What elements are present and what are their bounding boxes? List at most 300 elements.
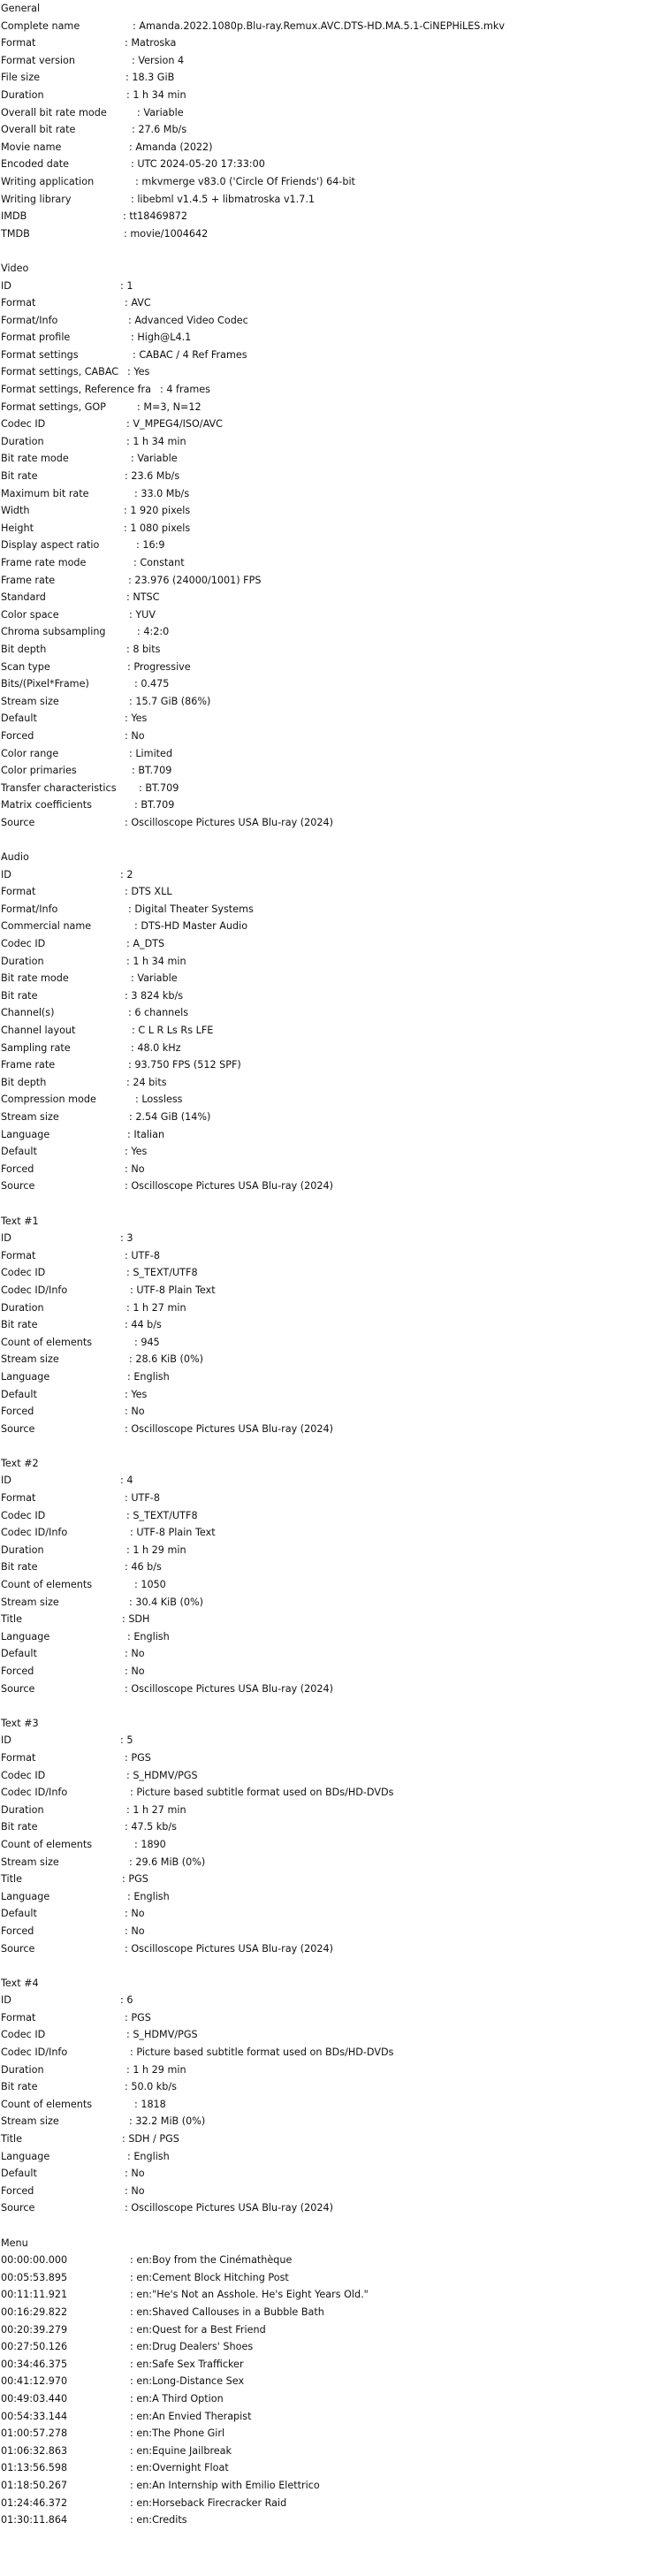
info-row bbox=[1, 520, 653, 537]
info-row bbox=[1, 589, 653, 606]
info-key: Chroma subsampling bbox=[1, 626, 106, 638]
info-value: : A_DTS bbox=[126, 938, 165, 950]
info-row bbox=[1, 2495, 653, 2512]
info-key: IMDB bbox=[1, 210, 27, 223]
info-key: Movie name bbox=[1, 141, 62, 153]
info-key: Color range bbox=[1, 747, 59, 759]
info-value: : 1 h 29 min bbox=[126, 2063, 186, 2076]
info-key: ID bbox=[1, 279, 11, 292]
info-key: Matrix coefficients bbox=[1, 799, 92, 812]
info-key: Default bbox=[1, 2168, 37, 2180]
info-key: Format bbox=[1, 297, 36, 309]
info-value: : M=3, N=12 bbox=[137, 400, 202, 413]
info-row bbox=[1, 1802, 653, 1819]
info-row bbox=[1, 1282, 653, 1299]
info-value: : UTC 2024-05-20 17:33:00 bbox=[131, 158, 265, 171]
info-row bbox=[1, 1628, 653, 1646]
info-key: Frame rate bbox=[1, 1059, 56, 1071]
info-value: : Oscilloscope Pictures USA Blu-ray (2024) bbox=[125, 1180, 333, 1193]
info-row bbox=[1, 294, 653, 312]
info-row bbox=[1, 104, 653, 122]
info-value: : 1 h 27 min bbox=[126, 1301, 186, 1314]
info-key: Default bbox=[1, 1388, 37, 1400]
info-key: Duration bbox=[1, 955, 44, 967]
info-key: 00:54:33.144 bbox=[1, 2410, 68, 2422]
info-value: : PGS bbox=[125, 2011, 151, 2023]
info-key: Default bbox=[1, 1908, 37, 1920]
info-key: Frame rate mode bbox=[1, 557, 87, 568]
info-row bbox=[1, 52, 653, 70]
info-value: : Oscilloscope Pictures USA Blu-ray (2024) bbox=[125, 1682, 333, 1695]
info-row bbox=[1, 2459, 653, 2477]
info-row bbox=[1, 1524, 653, 1542]
info-value: : 24 bits bbox=[126, 1076, 167, 1088]
info-value: : BT.709 bbox=[134, 799, 175, 812]
info-value: : 29.6 MiB (0%) bbox=[129, 1856, 206, 1868]
info-row bbox=[1, 2269, 653, 2287]
info-row bbox=[1, 173, 653, 191]
info-row bbox=[1, 1559, 653, 1576]
info-value: : 1818 bbox=[134, 2098, 166, 2110]
info-value: : No bbox=[125, 1406, 145, 1418]
info-row bbox=[1, 2165, 653, 2183]
info-key: ID bbox=[1, 1232, 11, 1245]
info-key: Count of elements bbox=[1, 1838, 93, 1850]
info-row bbox=[1, 502, 653, 520]
info-key: Display aspect ratio bbox=[1, 539, 100, 552]
info-row bbox=[1, 208, 653, 225]
info-row bbox=[1, 2286, 653, 2304]
info-value: : en:An Internship with Emilio Elettrico bbox=[130, 2479, 320, 2491]
info-row bbox=[1, 2062, 653, 2079]
info-value: : 945 bbox=[134, 1336, 160, 1348]
info-key: 01:18:50.267 bbox=[1, 2479, 68, 2491]
info-key: Format version bbox=[1, 54, 75, 66]
info-row bbox=[1, 554, 653, 572]
info-value: : No bbox=[125, 1648, 145, 1660]
info-key: 00:49:03.440 bbox=[1, 2392, 68, 2405]
info-row bbox=[1, 1611, 653, 1628]
info-key: Duration bbox=[1, 88, 44, 101]
info-value: : Advanced Video Codec bbox=[128, 314, 248, 326]
info-value: : 1 920 pixels bbox=[124, 505, 191, 517]
info-row bbox=[1, 191, 653, 209]
info-key: Codec ID bbox=[1, 1509, 46, 1521]
info-key: 00:27:50.126 bbox=[1, 2341, 68, 2353]
info-value: : 3 824 kb/s bbox=[125, 989, 184, 1002]
info-key: Color primaries bbox=[1, 765, 77, 777]
info-key: 00:11:11.921 bbox=[1, 2289, 68, 2301]
info-key: Stream size bbox=[1, 1111, 59, 1123]
info-key: Source bbox=[1, 1422, 35, 1435]
info-value: : Picture based subtitle format used on BDs/HD-DVDs bbox=[130, 1787, 394, 1799]
info-row bbox=[1, 2321, 653, 2339]
info-value: : en:Drug Dealers' Shoes bbox=[130, 2341, 254, 2353]
section-audio bbox=[1, 849, 653, 1195]
info-row bbox=[1, 399, 653, 416]
info-value: : No bbox=[125, 2168, 145, 2180]
info-key: 01:24:46.372 bbox=[1, 2496, 68, 2509]
info-row bbox=[1, 1264, 653, 1282]
info-row bbox=[1, 139, 653, 156]
info-key: Stream size bbox=[1, 1596, 59, 1608]
info-row bbox=[1, 2078, 653, 2096]
info-key: Codec ID bbox=[1, 2029, 46, 2041]
info-key: Bit rate bbox=[1, 1319, 38, 1331]
info-key: Codec ID/Info bbox=[1, 1284, 68, 1296]
info-key: Title bbox=[1, 1613, 22, 1626]
info-row bbox=[1, 2096, 653, 2114]
info-value: : 30.4 KiB (0%) bbox=[129, 1596, 203, 1608]
info-value: : Variable bbox=[131, 453, 178, 465]
info-key: Format bbox=[1, 1249, 36, 1261]
info-key: Scan type bbox=[1, 660, 50, 673]
info-row bbox=[1, 2130, 653, 2148]
info-row bbox=[1, 659, 653, 676]
info-value: : English bbox=[127, 1630, 170, 1642]
info-row bbox=[1, 1143, 653, 1161]
info-key: TMDB bbox=[1, 227, 30, 240]
info-row bbox=[1, 1334, 653, 1352]
info-key: Stream size bbox=[1, 695, 59, 707]
info-row bbox=[1, 278, 653, 295]
info-key: Overall bit rate mode bbox=[1, 106, 107, 118]
info-key: Codec ID/Info bbox=[1, 2046, 68, 2059]
info-key: Stream size bbox=[1, 1856, 59, 1868]
info-value: : Yes bbox=[127, 366, 150, 378]
section-title: Text #4 bbox=[1, 1977, 39, 1989]
info-key: ID bbox=[1, 1994, 11, 2007]
info-value: : Amanda.2022.1080p.Blu-ray.Remux.AVC.DTS-HD.MA.5.1-CiNEPHiLES.mkv bbox=[133, 19, 505, 32]
info-row bbox=[1, 1576, 653, 1594]
info-value: : en:Shaved Callouses in a Bubble Bath bbox=[130, 2305, 324, 2318]
info-row bbox=[1, 953, 653, 971]
info-key: Codec ID bbox=[1, 418, 46, 431]
info-row bbox=[1, 1507, 653, 1525]
info-row bbox=[1, 1177, 653, 1195]
section-spacer bbox=[1, 832, 653, 850]
info-row bbox=[1, 572, 653, 590]
info-key: Transfer characteristics bbox=[1, 781, 117, 794]
info-key: 00:16:29.822 bbox=[1, 2305, 68, 2318]
info-row bbox=[1, 796, 653, 814]
info-row bbox=[1, 1871, 653, 1888]
info-key: Language bbox=[1, 1370, 50, 1383]
info-row bbox=[1, 347, 653, 364]
info-row bbox=[1, 1594, 653, 1612]
info-row bbox=[1, 2390, 653, 2408]
info-row bbox=[1, 1784, 653, 1802]
info-key: Format settings, GOP bbox=[1, 400, 106, 413]
info-row bbox=[1, 312, 653, 330]
info-row bbox=[1, 1421, 653, 1438]
info-value: : BT.709 bbox=[132, 765, 172, 777]
section-video bbox=[1, 260, 653, 832]
info-value: : 2.54 GiB (14%) bbox=[129, 1111, 211, 1123]
info-row bbox=[1, 1022, 653, 1040]
info-value: : High@L4.1 bbox=[131, 332, 192, 344]
info-key: Bit depth bbox=[1, 643, 47, 655]
info-row bbox=[1, 918, 653, 935]
info-key: Bit rate bbox=[1, 989, 38, 1002]
info-value: : 6 bbox=[120, 1994, 133, 2007]
info-value: : 1050 bbox=[134, 1579, 166, 1591]
info-value: : 8 bits bbox=[126, 643, 161, 655]
info-key: 00:34:46.375 bbox=[1, 2358, 68, 2370]
info-key: Channel(s) bbox=[1, 1007, 55, 1019]
info-key: 01:30:11.864 bbox=[1, 2514, 68, 2526]
info-value: : libebml v1.4.5 + libmatroska v1.7.1 bbox=[131, 193, 316, 205]
info-row bbox=[1, 1074, 653, 1092]
info-row bbox=[1, 970, 653, 987]
info-row bbox=[1, 1403, 653, 1421]
info-key: Forced bbox=[1, 1162, 34, 1175]
info-value: : 28.6 KiB (0%) bbox=[129, 1353, 203, 1366]
info-row bbox=[1, 2183, 653, 2200]
info-value: : 2 bbox=[120, 868, 133, 880]
info-row bbox=[1, 363, 653, 381]
info-row bbox=[1, 1109, 653, 1126]
info-key: 00:05:53.895 bbox=[1, 2271, 68, 2283]
info-value: : English bbox=[127, 1370, 170, 1383]
info-row bbox=[1, 1888, 653, 1906]
info-key: Duration bbox=[1, 1803, 44, 1816]
info-row bbox=[1, 1247, 653, 1265]
info-key: ID bbox=[1, 868, 11, 880]
info-value: : Oscilloscope Pictures USA Blu-ray (2024) bbox=[125, 816, 333, 828]
info-key: Count of elements bbox=[1, 2098, 93, 2110]
info-value: : en:Cement Block Hitching Post bbox=[130, 2271, 289, 2283]
info-value: : 15.7 GiB (86%) bbox=[129, 695, 211, 707]
info-key: Bits/(Pixel*Frame) bbox=[1, 678, 89, 690]
info-row bbox=[1, 34, 653, 52]
info-row bbox=[1, 728, 653, 745]
info-value: : 5 bbox=[120, 1734, 133, 1747]
info-row bbox=[1, 1854, 653, 1871]
section-text-1 bbox=[1, 1213, 653, 1438]
info-key: Source bbox=[1, 1942, 35, 1955]
info-row bbox=[1, 901, 653, 918]
info-row bbox=[1, 935, 653, 953]
section-spacer bbox=[1, 1195, 653, 1213]
info-key: Forced bbox=[1, 1924, 34, 1937]
info-row bbox=[1, 762, 653, 780]
info-row bbox=[1, 2199, 653, 2217]
section-spacer bbox=[1, 1437, 653, 1455]
info-row bbox=[1, 537, 653, 554]
info-value: : PGS bbox=[125, 1751, 151, 1764]
info-value: : 4 bbox=[120, 1475, 133, 1487]
info-row bbox=[1, 1818, 653, 1836]
info-key: Stream size bbox=[1, 1353, 59, 1366]
section-text-2 bbox=[1, 1455, 653, 1697]
info-key: Forced bbox=[1, 1665, 34, 1677]
info-row bbox=[1, 1940, 653, 1958]
info-row bbox=[1, 1923, 653, 1940]
info-value: : No bbox=[125, 1162, 145, 1175]
info-key: Format/Info bbox=[1, 903, 58, 915]
info-value: : en:Credits bbox=[130, 2514, 187, 2526]
info-row bbox=[1, 2477, 653, 2495]
info-key: Height bbox=[1, 522, 34, 534]
info-value: : Italian bbox=[127, 1128, 165, 1140]
info-value: : 23.6 Mb/s bbox=[125, 470, 180, 483]
info-key: Complete name bbox=[1, 19, 80, 32]
info-value: : Oscilloscope Pictures USA Blu-ray (2024) bbox=[125, 2202, 333, 2214]
info-key: Source bbox=[1, 1682, 35, 1695]
info-value: : 1 080 pixels bbox=[124, 522, 191, 534]
info-key: Width bbox=[1, 505, 30, 517]
info-value: : 48.0 kHz bbox=[131, 1041, 181, 1054]
info-row bbox=[1, 1836, 653, 1854]
info-row bbox=[1, 2009, 653, 2027]
info-row bbox=[1, 1645, 653, 1663]
info-key: Bit rate mode bbox=[1, 972, 69, 985]
mediainfo-report bbox=[1, 0, 653, 2529]
info-value: : Yes bbox=[125, 713, 148, 725]
info-value: : Progressive bbox=[127, 660, 191, 673]
info-value: : 33.0 Mb/s bbox=[134, 487, 190, 499]
info-value: : CABAC / 4 Ref Frames bbox=[133, 348, 247, 361]
info-row bbox=[1, 2148, 653, 2166]
info-row bbox=[1, 381, 653, 399]
info-key: Forced bbox=[1, 2184, 34, 2197]
info-row bbox=[1, 87, 653, 104]
info-value: : AVC bbox=[125, 297, 151, 309]
info-value: : mkvmerge v83.0 ('Circle Of Friends') 64-bit bbox=[135, 175, 355, 187]
info-row bbox=[1, 2113, 653, 2130]
info-row bbox=[1, 225, 653, 243]
info-row bbox=[1, 1992, 653, 2009]
info-row bbox=[1, 987, 653, 1005]
section-general bbox=[1, 0, 653, 242]
info-key: Count of elements bbox=[1, 1579, 93, 1591]
info-value: : 4:2:0 bbox=[137, 626, 170, 638]
info-row bbox=[1, 1040, 653, 1057]
info-value: : 1890 bbox=[134, 1838, 166, 1850]
info-value: : 6 channels bbox=[128, 1007, 189, 1019]
info-value: : en:"He's Not an Asshole. He's Eight Years Old." bbox=[130, 2289, 369, 2301]
info-row bbox=[1, 1767, 653, 1785]
info-value: : S_TEXT/UTF8 bbox=[126, 1267, 198, 1279]
info-key: Bit rate mode bbox=[1, 453, 69, 465]
section-spacer bbox=[1, 1957, 653, 1975]
info-value: : Limited bbox=[129, 747, 173, 759]
info-value: : 47.5 kb/s bbox=[125, 1821, 177, 1833]
info-row bbox=[1, 1905, 653, 1923]
info-row bbox=[1, 780, 653, 797]
info-value: : SDH / PGS bbox=[122, 2133, 179, 2145]
info-value: : Variable bbox=[131, 972, 178, 985]
info-row bbox=[1, 623, 653, 641]
info-row bbox=[1, 1091, 653, 1109]
info-row bbox=[1, 1230, 653, 1247]
info-key: Channel layout bbox=[1, 1025, 76, 1037]
info-key: Bit rate bbox=[1, 1821, 38, 1833]
info-key: Title bbox=[1, 2133, 22, 2145]
info-key: Color space bbox=[1, 608, 59, 621]
info-value: : Matroska bbox=[125, 37, 177, 50]
info-value: : en:An Envied Therapist bbox=[130, 2410, 252, 2422]
info-value: : UTF-8 Plain Text bbox=[130, 1527, 216, 1539]
section-spacer bbox=[1, 242, 653, 260]
info-value: : Lossless bbox=[135, 1094, 183, 1106]
info-value: : Constant bbox=[133, 557, 185, 568]
info-value: : 27.6 Mb/s bbox=[132, 124, 187, 136]
info-value: : V_MPEG4/ISO/AVC bbox=[126, 418, 223, 431]
info-key: Frame rate bbox=[1, 574, 56, 586]
info-row bbox=[1, 415, 653, 433]
info-row bbox=[1, 675, 653, 693]
info-row bbox=[1, 121, 653, 139]
section-spacer bbox=[1, 1697, 653, 1715]
info-key: Language bbox=[1, 1630, 50, 1642]
info-key: Bit rate bbox=[1, 1561, 38, 1574]
info-row bbox=[1, 2443, 653, 2460]
info-key: Duration bbox=[1, 435, 44, 447]
info-key: Codec ID/Info bbox=[1, 1787, 68, 1799]
info-key: Source bbox=[1, 1180, 35, 1193]
info-row bbox=[1, 2252, 653, 2269]
info-row bbox=[1, 1663, 653, 1680]
info-key: Forced bbox=[1, 729, 34, 742]
section-spacer bbox=[1, 2217, 653, 2235]
info-row bbox=[1, 814, 653, 832]
section-text-4 bbox=[1, 1975, 653, 2217]
info-key: Bit rate bbox=[1, 2081, 38, 2093]
info-row bbox=[1, 2373, 653, 2390]
info-row bbox=[1, 2304, 653, 2321]
info-row bbox=[1, 433, 653, 451]
info-row bbox=[1, 1351, 653, 1368]
info-row bbox=[1, 883, 653, 901]
info-row bbox=[1, 710, 653, 728]
info-value: : 1 h 27 min bbox=[126, 1803, 186, 1816]
info-key: Codec ID/Info bbox=[1, 1527, 68, 1539]
info-value: : English bbox=[127, 1890, 170, 1902]
info-value: : No bbox=[125, 1924, 145, 1937]
info-row bbox=[1, 1126, 653, 1144]
info-key: Default bbox=[1, 1146, 37, 1158]
info-row bbox=[1, 485, 653, 503]
info-key: Language bbox=[1, 2150, 50, 2162]
info-key: Writing application bbox=[1, 175, 95, 187]
info-row bbox=[1, 468, 653, 485]
info-key: Duration bbox=[1, 1543, 44, 1556]
info-value: : SDH bbox=[122, 1613, 150, 1626]
info-key: Sampling rate bbox=[1, 1041, 71, 1054]
info-key: Duration bbox=[1, 1301, 44, 1314]
info-key: Default bbox=[1, 1648, 37, 1660]
info-key: Bit rate bbox=[1, 470, 38, 483]
info-key: Format bbox=[1, 1751, 36, 1764]
info-key: Writing library bbox=[1, 193, 72, 205]
info-value: : NTSC bbox=[126, 591, 160, 604]
info-row bbox=[1, 2044, 653, 2062]
info-row bbox=[1, 2356, 653, 2374]
info-row bbox=[1, 2338, 653, 2356]
info-key: Codec ID bbox=[1, 1769, 46, 1781]
info-row bbox=[1, 606, 653, 624]
info-value: : S_HDMV/PGS bbox=[126, 1769, 198, 1781]
info-key: 00:41:12.970 bbox=[1, 2375, 68, 2388]
section-title: Text #3 bbox=[1, 1717, 39, 1729]
info-row bbox=[1, 1749, 653, 1767]
info-key: Duration bbox=[1, 2063, 44, 2076]
info-row bbox=[1, 693, 653, 711]
info-value: : 18.3 GiB bbox=[125, 72, 175, 84]
section-title: General bbox=[1, 3, 41, 14]
